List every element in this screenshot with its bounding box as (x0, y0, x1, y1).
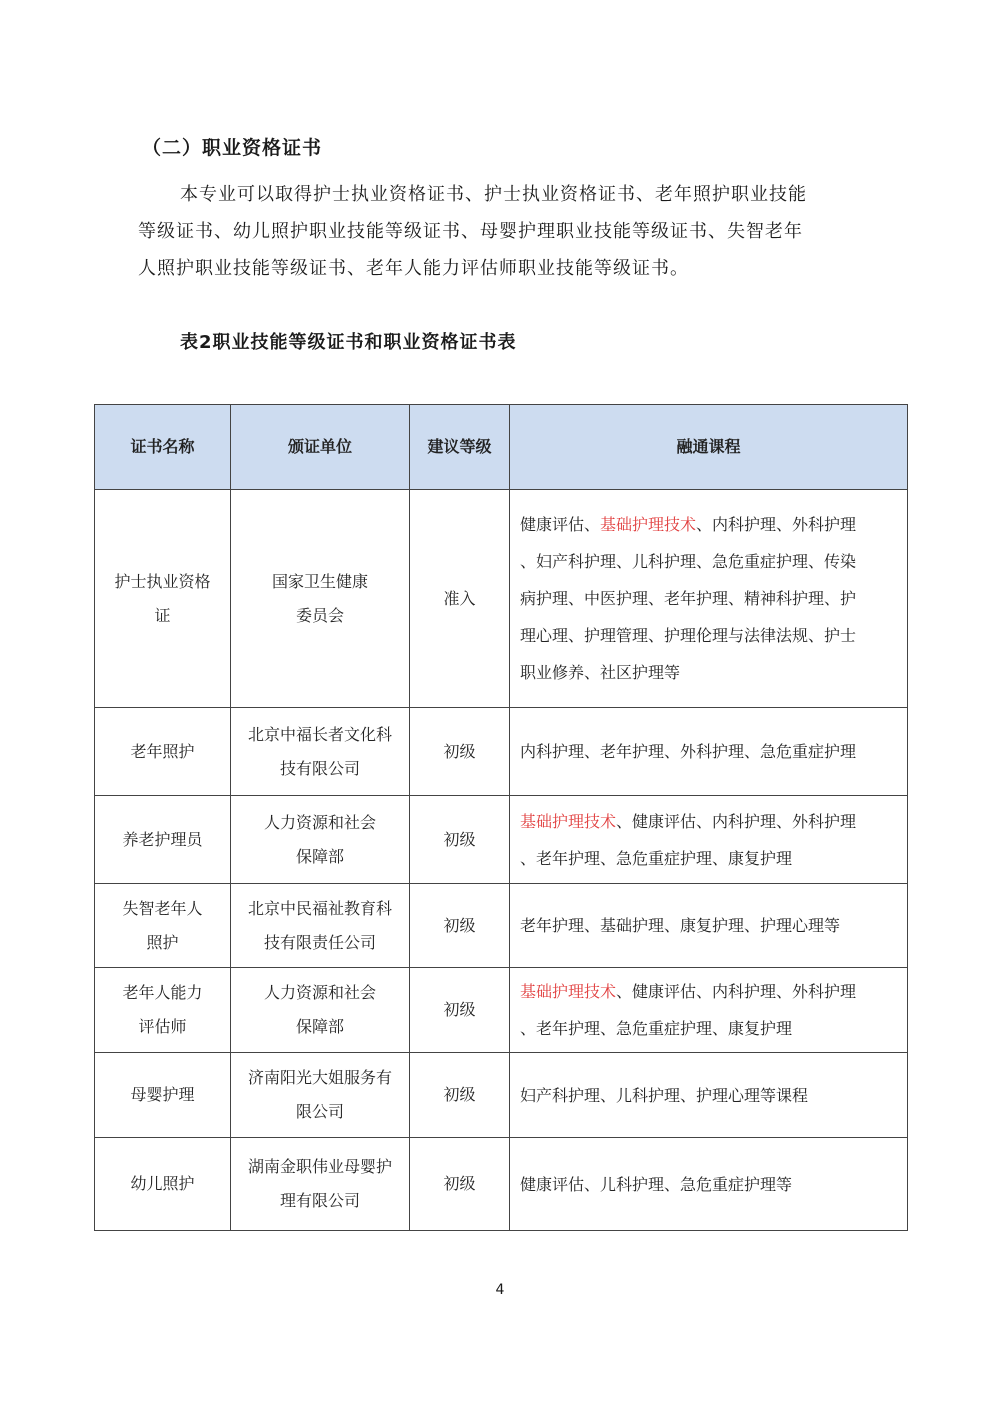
courses-line (520, 580, 897, 617)
table-row (95, 1053, 908, 1138)
course-text: 老年护理、基础护理、康复护理、护理心理等 (520, 916, 841, 935)
level-cell: 初级 (410, 708, 510, 796)
course-text: 健康评估、儿科护理、急危重症护理等 (520, 1174, 793, 1194)
section-title: （二）职业资格证书 (142, 137, 323, 159)
cert-name-cell-line: 照护 (146, 932, 179, 952)
issuer-cell-line: 湖南金职伟业母婴护 (247, 1157, 392, 1176)
course-text: 内科护理、老年护理、外科护理、急危重症护理 (520, 742, 857, 761)
issuer-cell-line: 保障部 (295, 1017, 344, 1036)
courses-cell (510, 968, 908, 1053)
issuer-cell-line: 委员会 (295, 605, 344, 625)
level-cell: 准入 (410, 490, 510, 708)
cert-name-cell (95, 884, 231, 968)
highlighted-course: 基础护理技术 (520, 811, 617, 831)
table-row (95, 796, 908, 884)
table-header-row (95, 405, 908, 490)
course-text: 健康评估、 (520, 515, 601, 534)
courses-line (520, 543, 897, 580)
courses-line (520, 1010, 897, 1047)
cert-name-cell (95, 796, 231, 884)
highlighted-course: 基础护理技术 (600, 515, 697, 534)
table-caption: 表2职业技能等级证书和职业资格证书表 (180, 332, 517, 353)
issuer-cell-line: 国家卫生健康 (271, 571, 368, 591)
level-cell: 初级 (410, 1138, 510, 1231)
paragraph-line: 本专业可以取得护士执业资格证书、护士执业资格证书、老年照护职业技能 (180, 184, 807, 205)
issuer-cell (231, 884, 410, 968)
cert-name-cell (95, 708, 231, 796)
cert-name-cell-line: 母婴护理 (130, 1085, 195, 1104)
issuer-cell-line: 人力资源和社会 (263, 983, 376, 1002)
level-cell: 初级 (410, 1053, 510, 1138)
table-body (95, 490, 908, 1231)
table-row (95, 1138, 908, 1231)
issuer-cell-line: 理有限公司 (279, 1191, 360, 1210)
issuer-cell-line: 人力资源和社会 (263, 812, 376, 832)
issuer-cell-line: 北京中民福祉教育科 (247, 898, 392, 918)
header-cert-name: 证书名称 (95, 405, 231, 490)
courses-line (520, 1077, 897, 1114)
paragraph-line: 人照护职业技能等级证书、老年人能力评估师职业技能等级证书。 (138, 258, 689, 279)
level-cell: 初级 (410, 884, 510, 968)
issuer-cell (231, 1138, 410, 1231)
cert-name-cell (95, 968, 231, 1053)
course-text: 、健康评估、内科护理、外科护理 (616, 982, 857, 1001)
intro-paragraph (138, 176, 878, 287)
table-row (95, 884, 908, 968)
course-text: 、老年护理、急危重症护理、康复护理 (520, 848, 793, 868)
header-courses: 融通课程 (510, 405, 908, 490)
issuer-cell-line: 限公司 (295, 1102, 344, 1121)
courses-cell (510, 490, 908, 708)
issuer-cell-line: 北京中福长者文化科 (247, 724, 392, 744)
issuer-cell-line: 保障部 (295, 846, 344, 866)
cert-name-cell-line: 老年人能力 (122, 983, 203, 1002)
courses-line (520, 803, 897, 840)
header-issuer: 颁证单位 (231, 405, 410, 490)
courses-line (520, 617, 897, 654)
courses-line (520, 840, 897, 877)
level-cell: 初级 (410, 796, 510, 884)
courses-cell (510, 796, 908, 884)
table-row (95, 490, 908, 708)
courses-line (520, 973, 897, 1010)
courses-line (520, 733, 897, 770)
header-level: 建议等级 (410, 405, 510, 490)
issuer-cell (231, 708, 410, 796)
course-text: 职业修养、社区护理等 (520, 663, 681, 682)
issuer-cell-line: 技有限责任公司 (263, 932, 376, 952)
cert-name-cell-line: 幼儿照护 (130, 1174, 195, 1193)
cert-name-cell-line: 证 (154, 605, 171, 625)
cert-name-cell-line: 失智老年人 (122, 898, 203, 918)
cert-name-cell-line: 评估师 (138, 1017, 187, 1036)
cert-name-cell-line: 养老护理员 (122, 829, 203, 849)
cert-name-cell (95, 1138, 231, 1231)
cert-name-cell (95, 1053, 231, 1138)
course-text: 妇产科护理、儿科护理、护理心理等课程 (520, 1085, 809, 1105)
issuer-cell (231, 796, 410, 884)
course-text: 病护理、中医护理、老年护理、精神科护理、护 (520, 589, 857, 608)
courses-line (520, 654, 897, 691)
page-number: 4 (495, 1282, 505, 1298)
highlighted-course: 基础护理技术 (520, 982, 617, 1001)
table-row (95, 968, 908, 1053)
issuer-cell (231, 968, 410, 1053)
course-text: 、内科护理、外科护理 (696, 515, 857, 534)
courses-cell (510, 708, 908, 796)
course-text: 、老年护理、急危重症护理、康复护理 (520, 1019, 793, 1038)
issuer-cell-line: 技有限公司 (279, 758, 360, 778)
courses-line (520, 907, 897, 944)
certificate-table (94, 404, 908, 1231)
courses-cell (510, 1053, 908, 1138)
courses-line (520, 1166, 897, 1203)
issuer-cell (231, 490, 410, 708)
issuer-cell-line: 济南阳光大姐服务有 (247, 1068, 392, 1087)
courses-cell (510, 884, 908, 968)
table-row (95, 708, 908, 796)
cert-name-cell-line: 老年照护 (130, 741, 195, 761)
courses-cell (510, 1138, 908, 1231)
course-text: 理心理、护理管理、护理伦理与法律法规、护士 (520, 626, 857, 645)
course-text: 、健康评估、内科护理、外科护理 (616, 811, 857, 831)
cert-name-cell (95, 490, 231, 708)
issuer-cell (231, 1053, 410, 1138)
courses-line (520, 506, 897, 543)
course-text: 、妇产科护理、儿科护理、急危重症护理、传染 (520, 552, 857, 571)
level-cell: 初级 (410, 968, 510, 1053)
cert-name-cell-line: 护士执业资格 (114, 571, 211, 591)
paragraph-line: 等级证书、幼儿照护职业技能等级证书、母婴护理职业技能等级证书、失智老年 (138, 221, 803, 242)
